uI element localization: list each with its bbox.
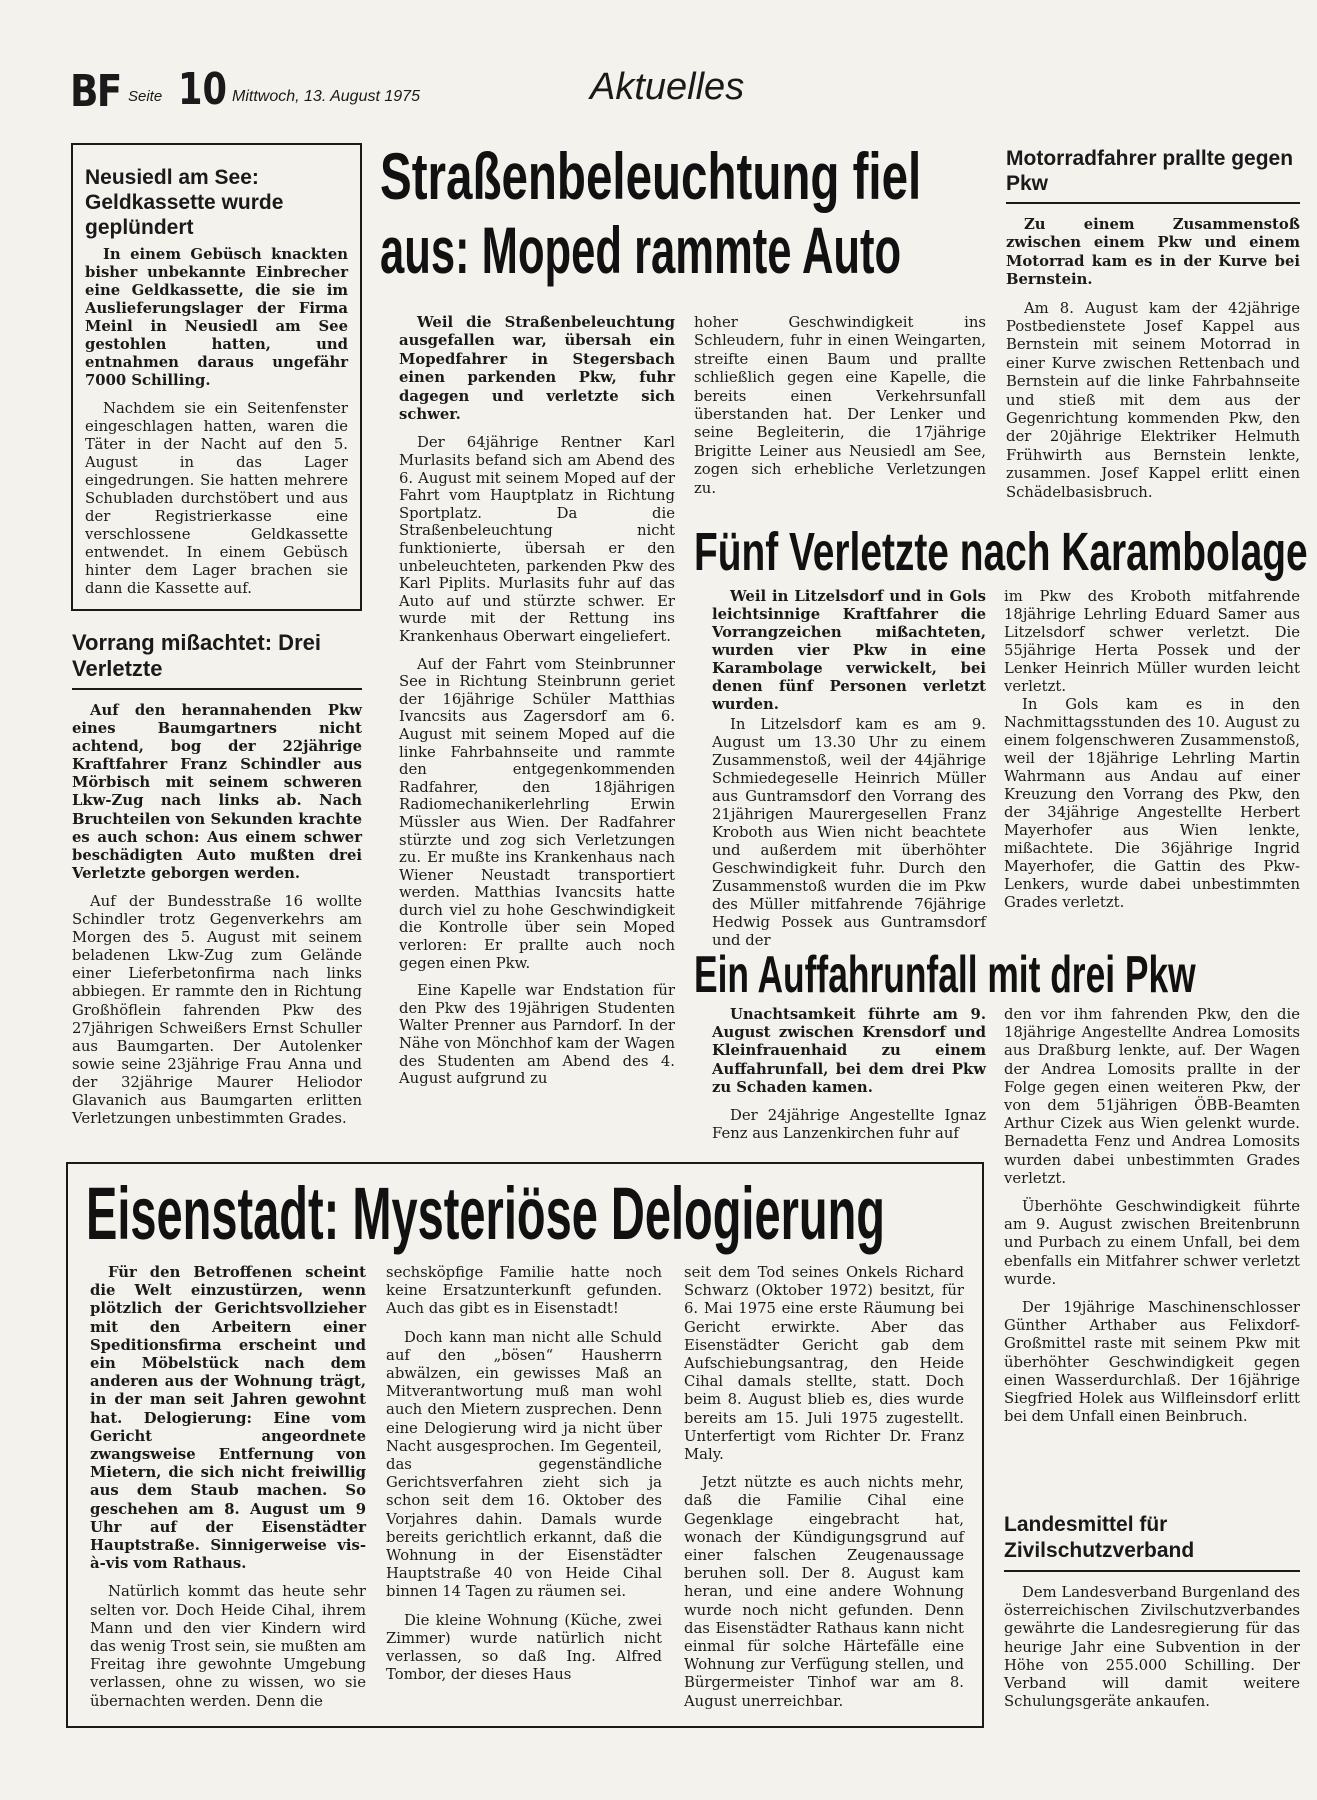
body-landesmittel: Dem Landesverband Burgenland des österreichischen Zivilschutzverbandes gewährte die Landesregierung für das heurige Jahr eine Subvention in der Höhe von 255.000 Schilling. Der Verband will damit weitere Schulungsgeräte ankaufen. bbox=[1004, 1584, 1300, 1711]
body-eisenstadt-6: Jetzt nützte es auch nichts mehr, daß die Familie Cihal eine Gegenklage eingebracht hat, wonach der Kündigungsgrund auf einer falschen Zeugenaussage beruhen soll. Der 8. August kam heran, und eine andere Wohnung wurde noch nicht gefunden. Denn das Eisenstädter Rathaus kann nicht einmal für solche Härtefälle eine Wohnung zur Verfügung stellen, und Bürgermeister Tinhof war am 8. August unerreichbar. bbox=[684, 1474, 964, 1710]
headline-vorrang: Vorrang mißachtet: Drei Verletzte bbox=[72, 630, 362, 690]
article-auffahr-col-1 bbox=[712, 1006, 986, 1156]
article-eisenstadt bbox=[66, 1162, 984, 1728]
body-auffahr-2: den vor ihm fahrenden Pkw, den die 18jährige Angestellte Andrea Lomosits aus Draßburg lenkte, auf. Der Wagen der Andrea Lomosits prallte in der Folge gegen einen weiteren Pkw, der von dem 51jährigen ÖBB-Beamten Arthur Cizek aus Wien gelenkt wurde. Bernadetta Fenz und Andrea Lomosits wurden dabei unbestimmten Grades verletzt. bbox=[1004, 1006, 1300, 1187]
headline-karambolage-text: Fünf Verletzte nach Karambolage bbox=[694, 522, 1308, 582]
headline-karambolage bbox=[694, 522, 1308, 586]
lead-auffahr: Unachtsamkeit führte am 9. August zwischen Krensdorf und Kleinfrauenhaid zu einem Auffahrunfall, bei dem drei Pkw zu Schaden kamen. bbox=[712, 1006, 986, 1096]
headline-motorrad: Motorradfahrer prallte gegen Pkw bbox=[1006, 146, 1300, 204]
section-title: Aktuelles bbox=[590, 66, 745, 108]
body-strassen-4: hoher Geschwindigkeit ins Schleudern, fuhr in einen Weingarten, streifte einen Baum und prallte schließlich gegen eine Kapelle, die bereits einen Verkehrsunfall überstanden hat. Der Lenker und seine Begleiterin, die 17jährige Brigitte Leiner aus Neusiedl am See, zogen sich erhebliche Verletzungen zu. bbox=[694, 314, 986, 497]
body-karambolage-2: im Pkw des Kroboth mitfahrende 18jährige Lehrling Eduard Samer aus Litzelsdorf schwer verletzt. Die 55jährige Herta Possek und der Lenker Heinrich Müller wurden leicht verletzt. bbox=[1004, 588, 1300, 695]
headline-strassen-line-1: Straßenbeleuchtung fiel bbox=[380, 139, 922, 213]
article-strassen-col-1 bbox=[399, 314, 675, 1144]
body-eisenstadt-3: Doch kann man nicht alle Schuld auf den „bösen“ Hausherrn abwälzen, ein gewisses Maß an Mitverantwortung muß man wohl auch den Mietern zusprechen. Denn eine Delogierung wird ja nicht über Nacht ausgesprochen. Im Gegenteil, das gegenständliche Gerichtsverfahren zieht sich ja schon seit dem 16. Oktober des Vorjahres dahin. Damals wurde bereits gerichtlich erkannt, daß die Wohnung in der Eisenstädter Hauptstraße 40 von Heide Cihal binnen 14 Tagen zu räumen sei. bbox=[386, 1328, 662, 1601]
lead-neusiedl: In einem Gebüsch knackten bisher unbekannte Einbrecher eine Geldkassette, die sie im Auslieferungslager der Firma Meinl in Neusiedl am See gestohlen hatten, und entnahmen daraus ungefähr 7000 Schilling. bbox=[85, 246, 348, 389]
lead-strassen: Weil die Straßenbeleuchtung ausgefallen war, übersah ein Mopedfahrer in Stegersbach einen parkenden Pkw, fuhr dagegen und verletzte sich schwer. bbox=[399, 314, 675, 424]
body-eisenstadt-5: seit dem Tod seines Onkels Richard Schwarz (Oktober 1972) besitzt, für 6. Mai 1975 eine erste Räumung bei Gericht erwirkte. Aber das Eisenstädter Gericht gab dem Aufschiebungsantrag, den Heide Cihal damals stellte, statt. Doch beim 8. August blieb es, dies wurde bereits am 15. Juli 1975 zugestellt. Unterfertigt vom Richter Dr. Franz Maly. bbox=[684, 1264, 964, 1464]
body-auffahr-4: Der 19jährige Maschinenschlosser Günther Arthaber aus Felixdorf-Großmittel raste mit seinem Pkw mit überhöhter Geschwindigkeit gegen einen Wasserdurchlaß. Der 16jährige Siegfried Holek aus Wilfleinsdorf erlitt bei dem Unfall einen Beinbruch. bbox=[1004, 1299, 1300, 1426]
body-karambolage-1: In Litzelsdorf kam es am 9. August um 13.30 Uhr zu einem Zusammenstoß, weil der 44jährige Schmiedegeselle Heinrich Müller aus Guntramsdorf den Vorrang des 21jährigen Maurergesellen Franz Kroboth aus Wien nicht beachtete und außerdem mit überhöhter Geschwindigkeit fuhr. Durch den Zusammenstoß wurden die im Pkw des Müller mitfahrende 76jährige Hedwig Possek aus Guntramsdorf und der bbox=[712, 716, 986, 949]
page-label: Seite bbox=[128, 88, 163, 105]
eisenstadt-col-2 bbox=[386, 1264, 662, 1724]
headline-auffahr bbox=[694, 946, 1294, 1008]
article-karambolage-col-1 bbox=[712, 588, 986, 949]
body-auffahr-1: Der 24jährige Angestellte Ignaz Fenz aus Lanzenkirchen fuhr auf bbox=[712, 1107, 986, 1143]
issue-date: Mittwoch, 13. August 1975 bbox=[232, 88, 420, 105]
eisenstadt-col-3 bbox=[684, 1264, 964, 1724]
lead-vorrang: Auf den herannahenden Pkw eines Baumgartners nicht achtend, bog der 22jährige Kraftfahrer Franz Schindler aus Mörbisch mit seinem schweren Lkw-Zug nach links ab. Nach Bruchteilen von Sekunden krachte es auch schon: Aus einem schwer beschädigten Auto mußten drei Verletzte geborgen werden. bbox=[72, 702, 362, 882]
body-eisenstadt-2: sechsköpfige Familie hatte noch keine Ersatzunterkunft gefunden. Auch das gibt es in Eisenstadt! bbox=[386, 1264, 662, 1318]
headline-landesmittel: Landesmittel für Zivilschutzverband bbox=[1004, 1512, 1300, 1572]
article-neusiedl bbox=[71, 143, 362, 611]
headline-eisenstadt: Eisenstadt: Mysteriöse Delogierung bbox=[86, 1172, 886, 1255]
body-motorrad: Am 8. August kam der 42jährige Postbedienstete Josef Kappel aus Bernstein mit seinem Motorrad in einer Kurve zwischen Rettenbach und Bernstein auf die linke Fahrbahnseite und stieß mit dem aus der Gegenrichtung kommenden Pkw, den der 20jährige Elektriker Helmuth Frühwirth aus Bernstein lenkte, zusammen. Josef Kappel erlitt einen Schädelbasisbruch. bbox=[1006, 299, 1300, 501]
article-auffahr-col-2 bbox=[1004, 1006, 1300, 1506]
article-motorrad bbox=[1006, 146, 1300, 516]
masthead bbox=[70, 66, 1260, 116]
body-vorrang: Auf der Bundesstraße 16 wollte Schindler trotz Gegenverkehrs am Morgen des 5. August mit seinem beladenen Lkw-Zug zum Gelände einer Lieferbetonfirma nach links abbiegen. Er rammte den in Richtung Großhöflein fahrenden Pkw des 27jährigen Schweißers Ernst Schuller aus Baumgarten. Der Autolenker sowie seine 23jährige Frau Anna und der 32jährige Maurer Heliodor Glavanich aus Baumgarten erlitten Verletzungen unbestimmten Grades. bbox=[72, 892, 362, 1128]
headline-strassen-line-2: aus: Moped rammte Auto bbox=[380, 213, 902, 287]
article-vorrang bbox=[72, 630, 362, 1150]
article-strassen-col-2 bbox=[694, 314, 986, 514]
lead-motorrad: Zu einem Zusammenstoß zwischen einem Pkw und einem Motorrad kam es in der Kurve bei Bernstein. bbox=[1006, 216, 1300, 289]
lead-karambolage: Weil in Litzelsdorf und in Gols leichtsinnige Kraftfahrer die Vorrangzeichen mißachteten, wurden vier Pkw in eine Karambolage verwickelt, bei denen fünf Personen verletzt wurden. bbox=[712, 588, 986, 713]
body-eisenstadt-4: Die kleine Wohnung (Küche, zwei Zimmer) wurde natürlich nicht verlassen, so daß Ing. Alfred Tombor, der dieses Haus bbox=[386, 1611, 662, 1684]
article-landesmittel bbox=[1004, 1512, 1300, 1742]
body-eisenstadt-1: Natürlich kommt das heute sehr selten vor. Doch Heide Cihal, ihrem Mann und den vier Kindern wird das wenig Trost sein, sie mußten am Freitag ihre gewohnte Umgebung verlassen, ohne zu wissen, wo sie übernachten werden. Denn die bbox=[90, 1583, 366, 1710]
article-karambolage-col-2 bbox=[1004, 588, 1300, 933]
body-auffahr-3: Überhöhte Geschwindigkeit führte am 9. August zwischen Breitenbrunn und Purbach zu einem Unfall, bei dem ebenfalls ein Mitfahrer schwer verletzt wurde. bbox=[1004, 1198, 1300, 1288]
lead-eisenstadt: Für den Betroffenen scheint die Welt einzustürzen, wenn plötzlich der Gerichtsvollzieher mit den Arbeitern einer Speditionsfirma erscheint und ein Möbelstück nach dem anderen aus der Wohnung trägt, in der man seit Jahren gewohnt hat. Delogierung: Eine vom Gericht angeordnete zwangsweise Entfernung von Mietern, die sich nicht freiwillig aus dem Staub machen. So geschehen am 8. August um 9 Uhr auf der Eisenstädter Hauptstraße. Sinnigerweise vis-à-vis vom Rathaus. bbox=[90, 1264, 366, 1573]
headline-neusiedl: Neusiedl am See: Geldkassette wurde geplündert bbox=[85, 166, 284, 239]
body-strassen-3: Eine Kapelle war Endstation für den Pkw des 19jährigen Studenten Walter Prenner aus Parndorf. In der Nähe von Mönchhof kam der Wagen des Studenten am Abend des 4. August aufgrund zu bbox=[399, 982, 675, 1088]
body-strassen-2: Auf der Fahrt vom Steinbrunner See in Richtung Steinbrunn geriet der 16jährige Schüler Matthias Ivancsits aus Zagersdorf am 6. August mit seinem Moped auf die linke Fahrbahnseite und rammte den entgegenkommenden Radfahrer, den 18jährigen Radiomechanikerlehrling Erwin Müssler aus Wien. Der Radfahrer stürzte und zog sich Verletzungen zu. Er mußte ins Krankenhaus nach Wiener Neustadt transportiert werden. Matthias Ivancsits hatte durch viel zu hohe Geschwindigkeit die Kontrolle über sein Moped verloren: Er prallte auch noch gegen einen Pkw. bbox=[399, 655, 675, 972]
body-neusiedl: Nachdem sie ein Seitenfenster eingeschlagen hatten, waren die Täter in der Nacht auf den 5. August in das Lager eingedrungen. Sie hatten mehrere Schubladen durchstöbert und aus der Registrierkasse eine verschlossene Geldkassette entwendet. In einem Gebüsch hinter dem Lager brachen sie dann die Kassette auf. bbox=[85, 400, 348, 597]
newspaper-logo: BF bbox=[70, 66, 121, 117]
eisenstadt-col-1 bbox=[90, 1264, 366, 1724]
headline-strassen bbox=[380, 140, 990, 300]
page-number: 10 bbox=[178, 64, 227, 115]
headline-auffahr-text: Ein Auffahrunfall mit drei Pkw bbox=[694, 946, 1196, 1004]
body-karambolage-3: In Gols kam es in den Nachmittagsstunden des 10. August zu einem folgenschweren Zusammenstoß, weil der 18jährige Lehrling Martin Wahrmann aus Andau auf einer Kreuzung den Vorrang des Pkw, den der 34jährige Angestellte Herbert Mayerhofer aus Wien lenkte, mißachtete. Die 36jährige Ingrid Mayerhofer, die Gattin des Pkw-Lenkers, wurde dabei unbestimmten Grades verletzt. bbox=[1004, 696, 1300, 911]
body-strassen-1: Der 64jährige Rentner Karl Murlasits befand sich am Abend des 6. August mit seinem Moped auf der Fahrt vom Hauptplatz in Richtung Sportplatz. Da die Straßenbeleuchtung nicht funktionierte, übersah er den unbeleuchteten, parkenden Pkw des Karl Piplits. Murlasits fuhr auf das Auto auf und stürzte schwer. Er wurde mit der Rettung ins Krankenhaus Oberwart eingeliefert. bbox=[399, 434, 675, 645]
